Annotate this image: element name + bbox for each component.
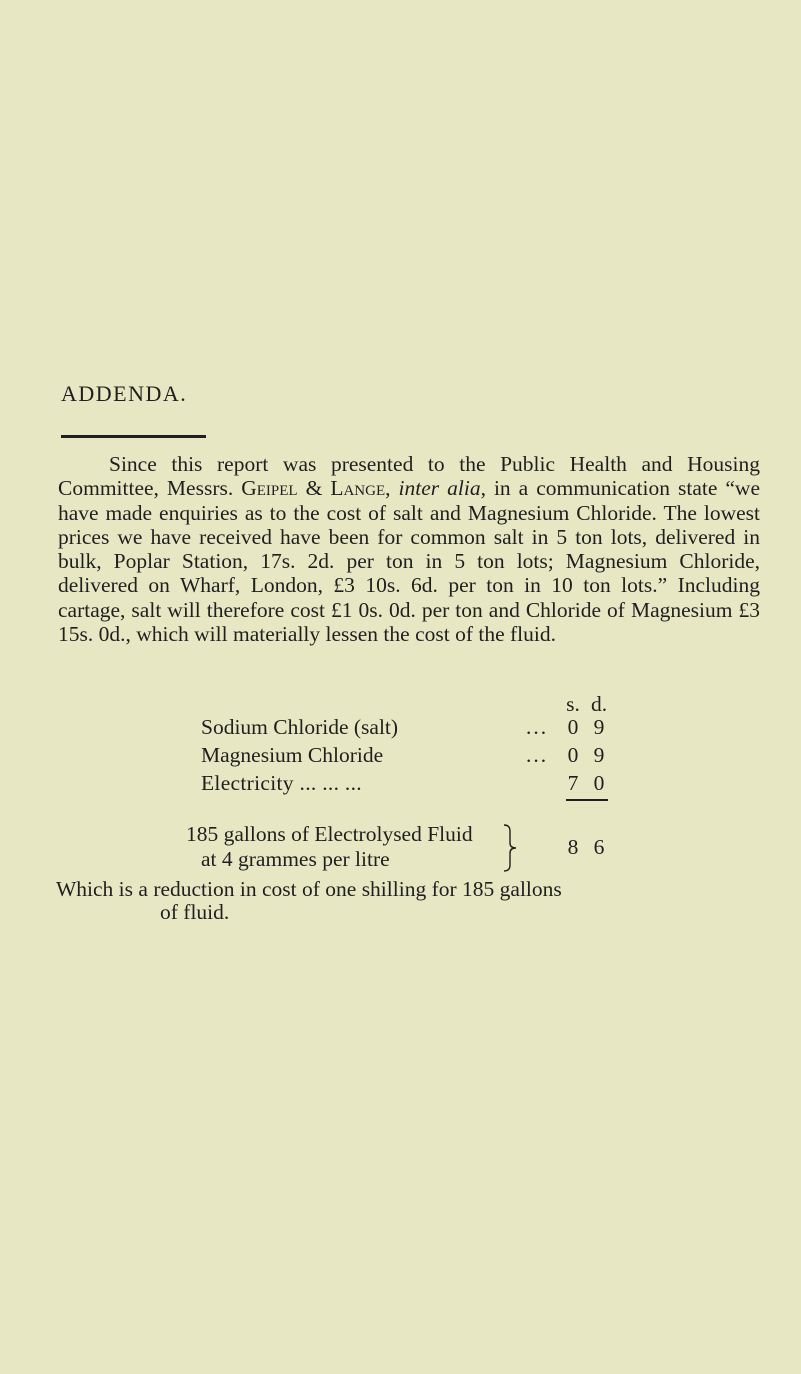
sum-rule (566, 799, 608, 801)
paragraph-text-1: Since this report was presented to the Public Health and Housing Committee, Messrs. (58, 452, 760, 501)
brace-icon (502, 823, 518, 873)
header-shillings: s. (566, 692, 580, 716)
row-shillings-sodium-chloride: 0 (567, 715, 579, 739)
closing-line-2: of fluid. (160, 900, 230, 924)
ampersand: & (297, 476, 331, 501)
closing-line-1: Which is a reduction in cost of one shilling for 185 gallons (56, 877, 562, 901)
header-pence: d. (590, 692, 608, 716)
latin-phrase: inter alia (398, 476, 481, 501)
paragraph-text-2: , in a communication state “we have made enquiries as to the cost of salt and Magnesium Chloride. The lowest prices we have received have been for common salt in 5 ton lots, delivered in bulk, Poplar Station, 17s. 2d. per ton in 5 ton lots; Magnesium Chloride, delivered on Wharf, London, £3 10s. 6d. per ton in 10 ton lots.” Including cartage, salt will therefore cost £1 0s. 0d. per ton and Chloride of Magnesium £3 15s. 0d., which will materially lessen the cost of the fluid. (58, 476, 760, 647)
row-pence-magnesium-chloride: 9 (593, 743, 605, 767)
comma: , (385, 476, 399, 501)
row-shillings-electricity: 7 (567, 771, 579, 795)
total-label-line-1: 185 gallons of Electrolysed Fluid (186, 822, 473, 846)
addenda-heading: ADDENDA. (61, 381, 188, 406)
row-pence-electricity: 0 (593, 771, 605, 795)
row-label-sodium-chloride: Sodium Chloride (salt) (201, 715, 399, 739)
row-label-electricity: Electricity ... ... ... (201, 771, 362, 795)
firm-name-geipel: Geipel (241, 476, 298, 501)
row-leader-sodium-chloride: ... (526, 715, 549, 739)
firm-name-lange: Lange (330, 476, 386, 501)
row-label-magnesium-chloride: Magnesium Chloride (201, 743, 384, 767)
total-shillings: 8 (567, 835, 579, 859)
row-pence-sodium-chloride: 9 (593, 715, 605, 739)
total-pence: 6 (593, 835, 605, 859)
row-shillings-magnesium-chloride: 0 (567, 743, 579, 767)
row-leader-magnesium-chloride: ... (526, 743, 549, 767)
total-label-line-2: at 4 grammes per litre (201, 847, 390, 871)
